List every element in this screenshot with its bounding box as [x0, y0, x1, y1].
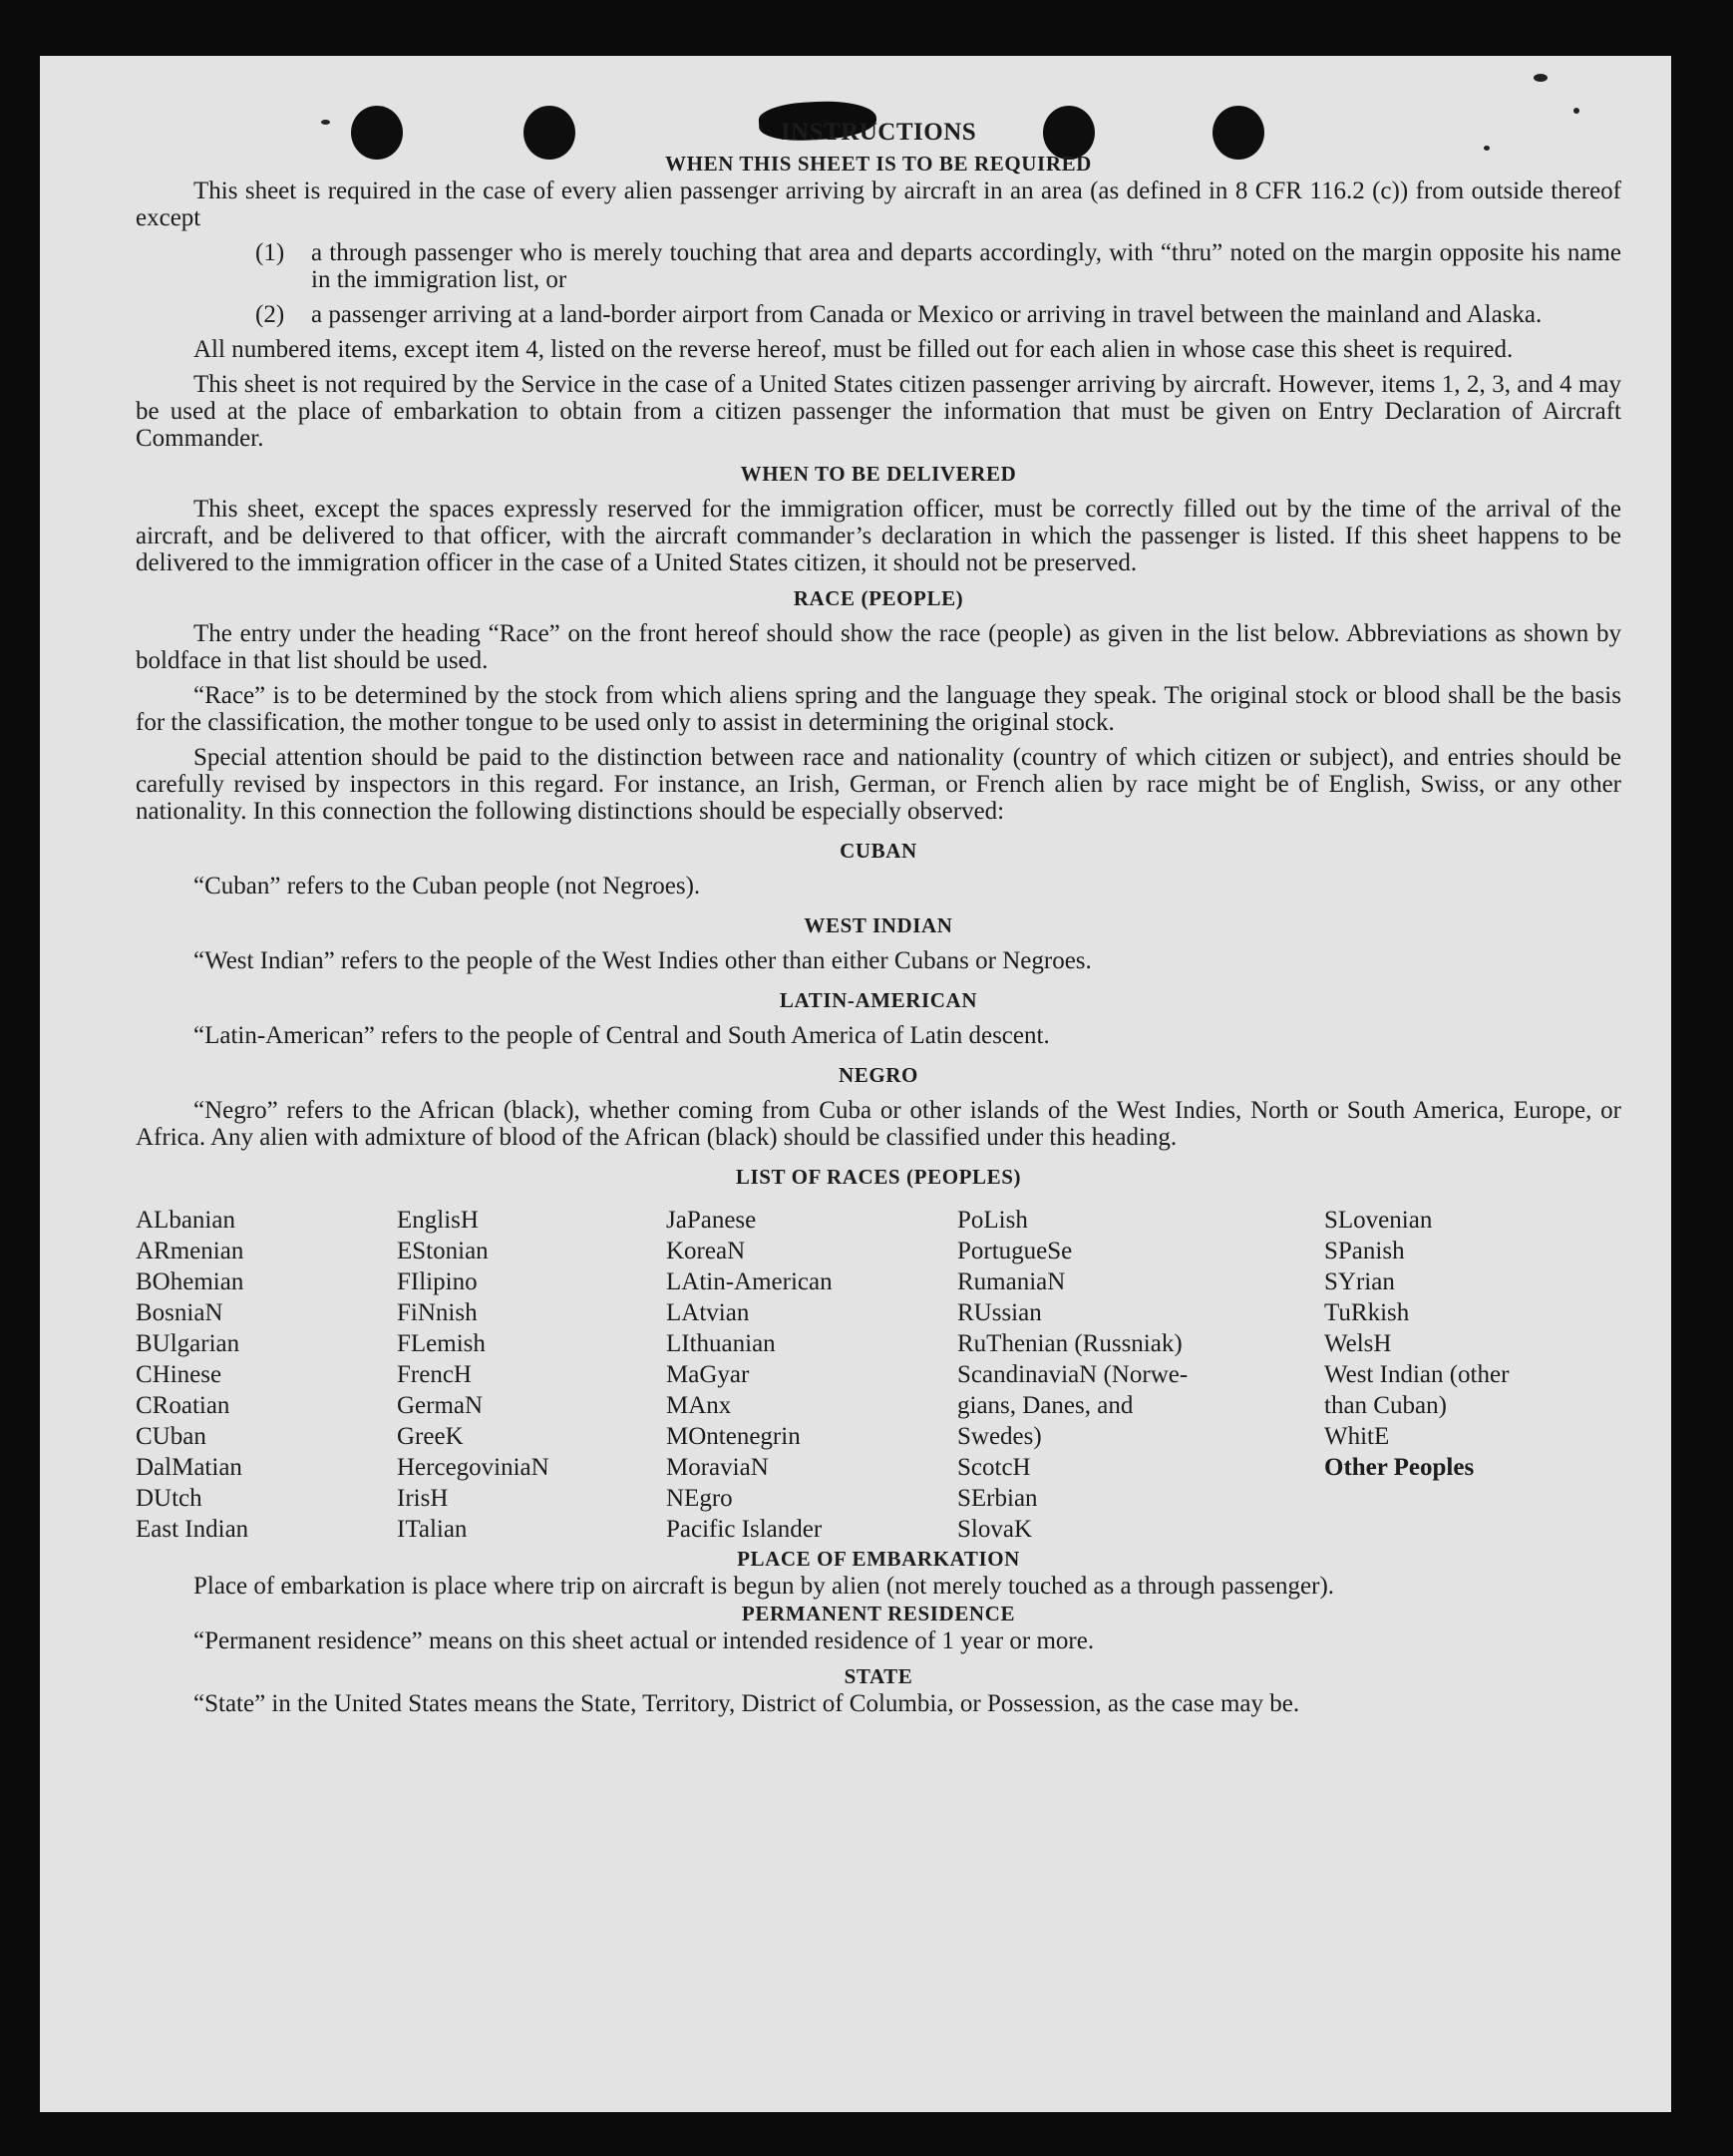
race-entry: BUlgarian	[136, 1330, 240, 1357]
race-entry: MAnx	[666, 1392, 732, 1419]
instructions-content	[136, 116, 1621, 1717]
race-entry: JaPanese	[666, 1207, 757, 1234]
race-entry: LIthuanian	[666, 1330, 776, 1357]
race-entry: SPanish	[1324, 1238, 1405, 1264]
heading-permanent-residence: PERMANENT RESIDENCE	[741, 1602, 1016, 1625]
race-entry: GermaN	[397, 1392, 484, 1419]
race-entry: FLemish	[397, 1330, 486, 1357]
race-entry: ITalian	[397, 1516, 468, 1543]
paragraph: This sheet is required in the case of every alien passenger arriving by aircraft in an area (as defined in 8 CFR 116.2 (c)) from outside thereof except	[136, 178, 1621, 231]
races-column	[957, 1205, 1324, 1545]
race-entry: MOntenegrin	[666, 1423, 801, 1450]
item-text: a through passenger who is merely touching that area and departs accordingly, with “thru” noted on the margin opposite his name in the immigration list, or	[311, 239, 1621, 293]
race-entry: KoreaN	[666, 1238, 746, 1264]
heading-embarkation: PLACE OF EMBARKATION	[737, 1547, 1020, 1571]
race-entry: EnglisH	[397, 1207, 479, 1234]
paragraph: “Latin-American” refers to the people of Central and South America of Latin descent.	[193, 1022, 1050, 1049]
paragraph: “Race” is to be determined by the stock from which aliens spring and the language they speak. The original stock or blood shall be the basis for the classification, the mother tongue to be used only to assist in determining the original stock.	[136, 682, 1621, 736]
race-entry: LAtvian	[666, 1299, 750, 1326]
race-entry: PoLish	[957, 1207, 1028, 1234]
heading-race: RACE (PEOPLE)	[793, 586, 964, 610]
race-entry: BosniaN	[136, 1299, 223, 1326]
list-item	[255, 301, 1621, 328]
race-entry: IrisH	[397, 1485, 449, 1512]
item-text: a passenger arriving at a land-border airport from Canada or Mexico or arriving in travel between the mainland and Alaska.	[311, 301, 1543, 328]
race-entry: WhitE	[1324, 1423, 1390, 1450]
speck	[1534, 74, 1548, 82]
race-entry: RumaniaN	[957, 1268, 1066, 1295]
heading-list-of-races: LIST OF RACES (PEOPLES)	[735, 1165, 1022, 1189]
race-entry: Other Peoples	[1324, 1454, 1475, 1481]
heading-when-required: WHEN THIS SHEET IS TO BE REQUIRED	[665, 152, 1092, 176]
paragraph: Place of embarkation is place where trip on aircraft is begun by alien (not merely touched as a through passenger).	[193, 1573, 1335, 1600]
heading-when-delivered: WHEN TO BE DELIVERED	[740, 462, 1017, 486]
item-number: (2)	[255, 301, 285, 328]
race-entry: SLovenian	[1324, 1207, 1433, 1234]
paragraph: “Permanent residence” means on this sheet actual or intended residence of 1 year or more.	[193, 1627, 1095, 1654]
race-entry: RuThenian (Russniak)	[957, 1330, 1183, 1357]
race-entry: West Indian (other than Cuban)	[1324, 1361, 1510, 1419]
race-entry: RUssian	[957, 1299, 1042, 1326]
race-entry: LAtin-American	[666, 1268, 833, 1295]
paragraph: Special attention should be paid to the distinction between race and nationality (country of which citizen or subject), and entries should be carefully revised by inspectors in this regard. For instance, an Irish, German, or French alien by race might be of English, Swiss, or any other nationality. In this connection the following distinctions should be especially observed:	[136, 744, 1621, 825]
race-entry: GreeK	[397, 1423, 464, 1450]
race-entry: ScotcH	[957, 1454, 1031, 1481]
race-entry: PortugueSe	[957, 1238, 1073, 1264]
heading-negro: NEGRO	[838, 1063, 918, 1087]
document-page	[40, 56, 1671, 2112]
race-entry: WelsH	[1324, 1330, 1392, 1357]
paragraph: “Cuban” refers to the Cuban people (not Negroes).	[193, 873, 701, 899]
race-entry: Pacific Islander	[666, 1516, 823, 1543]
race-entry: ARmenian	[136, 1238, 244, 1264]
races-column	[1324, 1205, 1621, 1545]
page-title: INSTRUCTIONS	[780, 119, 977, 146]
paragraph: This sheet is not required by the Service in the case of a United States citizen passenger arriving by aircraft. However, items 1, 2, 3, and 4 may be used at the place of embarkation to obtain from a citizen passenger the information that must be given on Entry Declaration of Aircraft Commander.	[136, 371, 1621, 452]
heading-cuban: CUBAN	[840, 839, 917, 863]
heading-latin-american: LATIN-AMERICAN	[779, 988, 978, 1012]
list-item	[255, 239, 1621, 293]
speck	[1573, 108, 1579, 114]
heading-state: STATE	[844, 1664, 913, 1688]
race-entry: FiNnish	[397, 1299, 478, 1326]
race-entry: BOhemian	[136, 1268, 244, 1295]
race-entry: SlovaK	[957, 1516, 1032, 1543]
paragraph: All numbered items, except item 4, listed on the reverse hereof, must be filled out for each alien in whose case this sheet is required.	[193, 336, 1514, 363]
paragraph: “Negro” refers to the African (black), whether coming from Cuba or other islands of the West Indies, North or South America, Europe, or Africa. Any alien with admixture of blood of the African (black) should be classified under this heading.	[136, 1097, 1621, 1151]
race-entry: CRoatian	[136, 1392, 230, 1419]
races-table	[136, 1205, 1621, 1545]
race-entry: ALbanian	[136, 1207, 235, 1234]
race-entry: CHinese	[136, 1361, 222, 1388]
race-entry: MoraviaN	[666, 1454, 769, 1481]
race-entry: SErbian	[957, 1485, 1038, 1512]
race-entry: EStonian	[397, 1238, 489, 1264]
paragraph: This sheet, except the spaces expressly reserved for the immigration officer, must be correctly filled out by the time of the arrival of the aircraft, and be delivered to that officer, with the aircraft commander’s declaration in which the passenger is listed. If this sheet happens to be delivered to the immigration officer in the case of a United States citizen, it should not be preserved.	[136, 496, 1621, 576]
race-entry: FIlipino	[397, 1268, 478, 1295]
race-entry: SYrian	[1324, 1268, 1395, 1295]
heading-west-indian: WEST INDIAN	[804, 913, 953, 937]
race-entry: DUtch	[136, 1485, 202, 1512]
race-entry: FrencH	[397, 1361, 472, 1388]
race-entry: CUban	[136, 1423, 206, 1450]
race-entry: MaGyar	[666, 1361, 750, 1388]
race-entry: ScandinaviaN (Norwe- gians, Danes, and Swedes)	[957, 1361, 1189, 1450]
item-number: (1)	[255, 239, 285, 266]
paragraph: “West Indian” refers to the people of the West Indies other than either Cubans or Negroes.	[193, 947, 1092, 974]
races-column	[666, 1205, 957, 1545]
race-entry: NEgro	[666, 1485, 733, 1512]
race-entry: TuRkish	[1324, 1299, 1410, 1326]
race-entry: East Indian	[136, 1516, 249, 1543]
race-entry: DalMatian	[136, 1454, 242, 1481]
paragraph: The entry under the heading “Race” on the front hereof should show the race (people) as given in the list below. Abbreviations as shown by boldface in that list should be used.	[136, 620, 1621, 674]
paragraph: “State” in the United States means the State, Territory, District of Columbia, or Possession, as the case may be.	[193, 1690, 1300, 1717]
races-column	[397, 1205, 666, 1545]
race-entry: HercegoviniaN	[397, 1454, 549, 1481]
races-column	[136, 1205, 397, 1545]
